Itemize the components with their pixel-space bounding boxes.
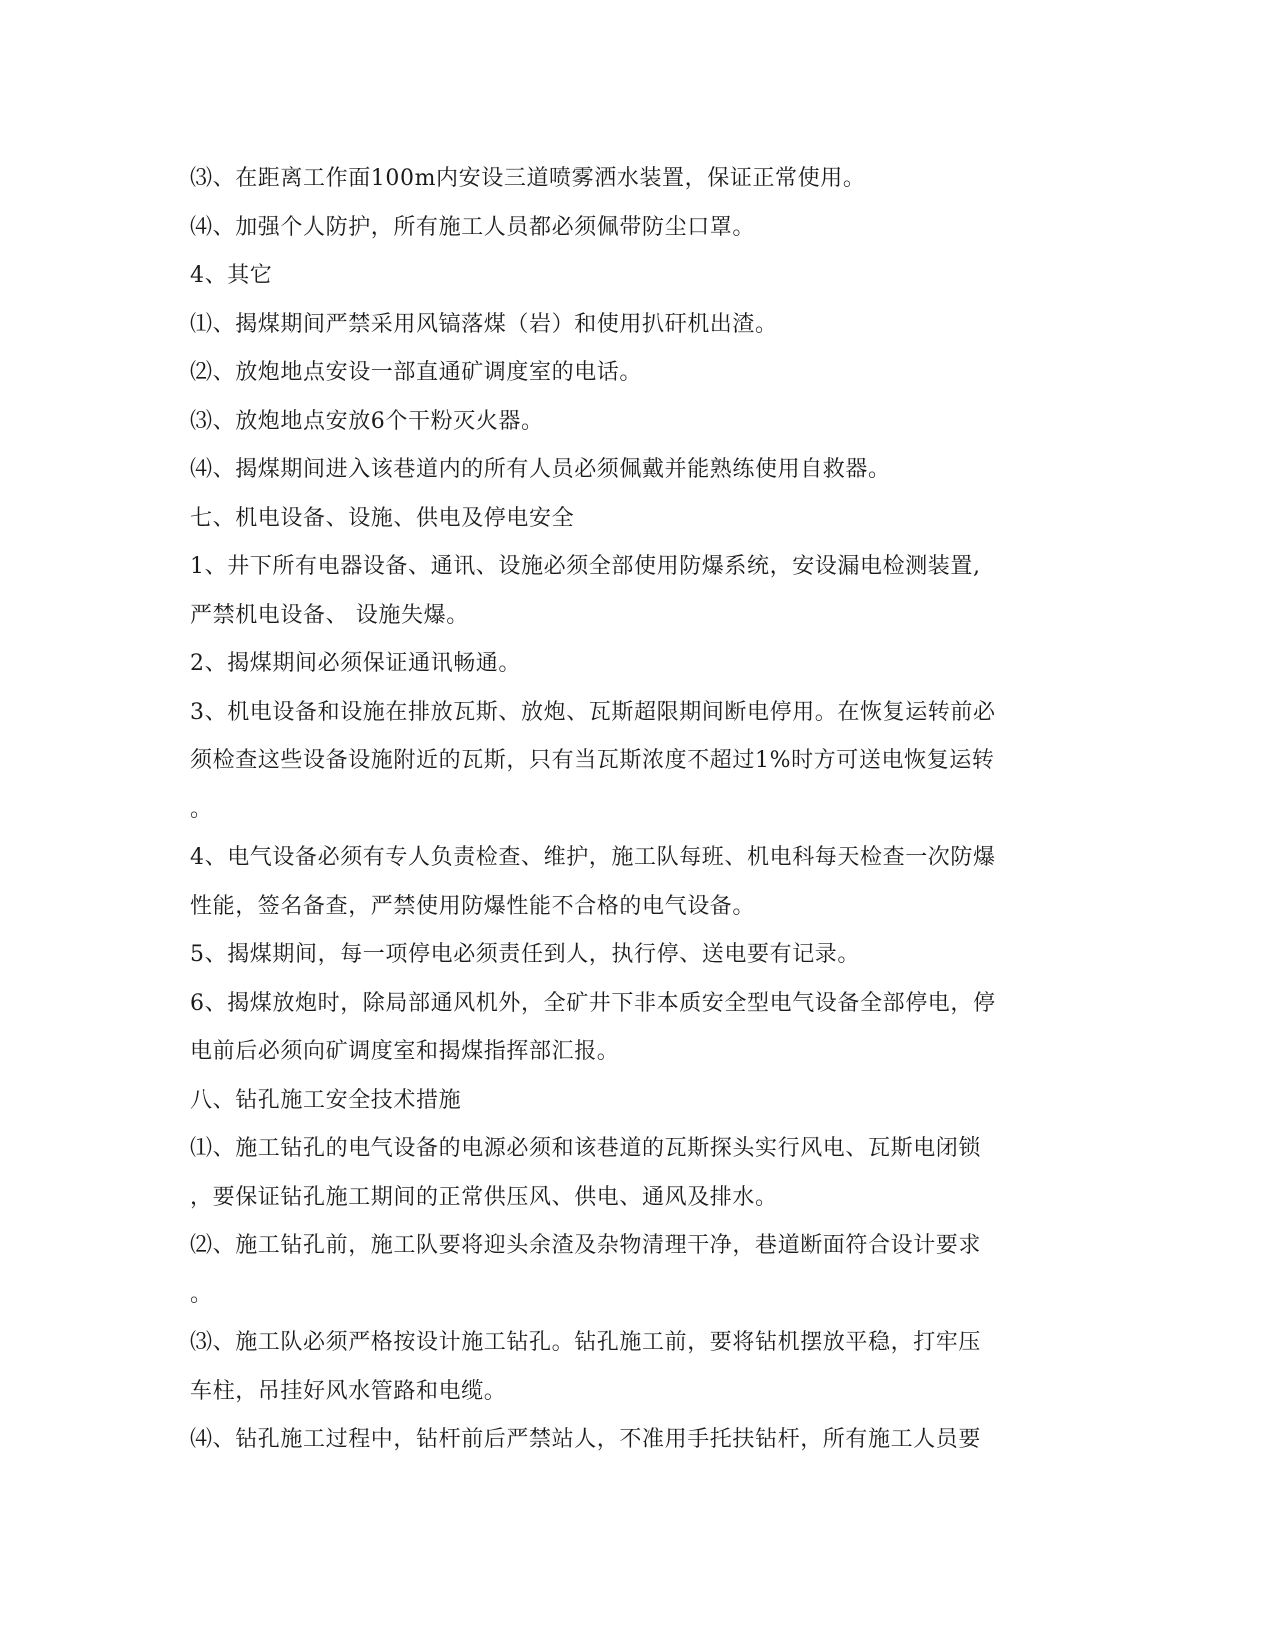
section-heading: 4、其它 [190, 263, 273, 288]
text-line: 6、揭煤放炮时，除局部通风机外，全矿井下非本质安全型电气设备全部停电，停 [190, 990, 996, 1016]
text-line: 2、揭煤期间必须保证通讯畅通。 [190, 651, 521, 676]
text-line: 1、井下所有电器设备、通讯、设施必须全部使用防爆系统，安设漏电检测装置, [190, 554, 981, 579]
text-line: 电前后必须向矿调度室和揭煤指挥部汇报。 [190, 1039, 620, 1064]
text-line: 严禁机电设备、 设施失爆。 [190, 602, 469, 628]
text-line: ⑵、施工钻孔前，施工队要将迎头余渣及杂物清理干净，巷道断面符合设计要求 [190, 1233, 982, 1258]
section-heading: 七、机电设备、设施、供电及停电安全 [190, 505, 575, 531]
text-line: 。 [190, 796, 213, 822]
text-line: ⑴、施工钻孔的电气设备的电源必须和该巷道的瓦斯探头实行风电、瓦斯电闭锁 [190, 1136, 982, 1161]
text-line: 须检查这些设备设施附近的瓦斯，只有当瓦斯浓度不超过1%时方可送电恢复运转 [190, 748, 995, 773]
text-line: ，要保证钻孔施工期间的正常供压风、供电、通风及排水。 [190, 1184, 778, 1210]
text-line: 性能，签名备查，严禁使用防爆性能不合格的电气设备。 [190, 893, 756, 919]
text-line: ⑵、放炮地点安设一部直通矿调度室的电话。 [190, 360, 643, 385]
text-line: 车柱，吊挂好风水管路和电缆。 [190, 1378, 507, 1404]
text-line: ⑷、钻孔施工过程中，钻杆前后严禁站人，不准用手托扶钻杆，所有施工人员要 [190, 1427, 982, 1452]
text-line: ⑶、施工队必须严格按设计施工钻孔。钻孔施工前，要将钻机摆放平稳，打牢压 [190, 1330, 982, 1355]
section-heading: 八、钻孔施工安全技术措施 [190, 1087, 462, 1113]
text-line: 3、机电设备和设施在排放瓦斯、放炮、瓦斯超限期间断电停用。在恢复运转前必 [190, 699, 996, 725]
text-line: ⑴、揭煤期间严禁采用风镐落煤（岩）和使用扒矸机出渣。 [190, 311, 778, 337]
text-line: ⑷、加强个人防护，所有施工人员都必须佩带防尘口罩。 [190, 214, 756, 240]
text-line: ⑶、在距离工作面100m内安设三道喷雾洒水装置，保证正常使用。 [190, 166, 866, 191]
text-line: ⑷、揭煤期间进入该巷道内的所有人员必须佩戴并能熟练使用自救器。 [190, 457, 891, 482]
text-line: 5、揭煤期间，每一项停电必须责任到人，执行停、送电要有记录。 [190, 942, 860, 967]
text-line: ⑶、放炮地点安放6个干粉灭火器。 [190, 408, 544, 434]
document-body [190, 155, 1090, 1465]
text-line: 4、电气设备必须有专人负责检查、维护，施工队每班、机电科每天检查一次防爆 [190, 845, 996, 870]
text-line: 。 [190, 1281, 213, 1307]
